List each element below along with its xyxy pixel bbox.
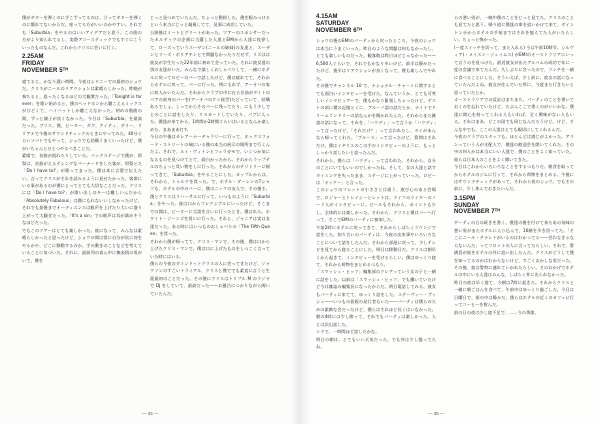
entry-time: 3.15PM — [454, 195, 476, 202]
right-page — [300, 0, 600, 424]
page-number: — 35 — — [428, 411, 445, 416]
book-gutter-shadow — [290, 0, 310, 424]
entry-heading-sunday — [454, 196, 574, 216]
entry-time: 4.15AM — [316, 14, 338, 20]
entry-heading-friday — [22, 54, 142, 74]
left-page-column-1 — [22, 14, 142, 264]
entry-time: 2.25AM — [22, 54, 44, 61]
entry-body: 寝てると、かなり遅い時間。今夜はシドニーでの最初のショウだ。クリスがニールのリアクションは素晴らしかった。昨晩が奏ちると、思ったくなるほどの大観衆だった。「Tonight is forever」を歌い始めると、僕のヘッドホンから聴こえるミックスがひどくて、ハイハットしか聴こえなかった。初めの数曲の間、ずっと調子が良くなかった。今日は「Suburbia」を最高だった。ブリス、僕、ピーター、ダグ、ケイティ、ダリー、リリアナで今後のサウンドチェックのときにやってみた。40分ぐらいソバトでもやって、ショウでも結構うまくいったけど、僕がいちゃんとひとつやるべきことだ。 素晴で、首筋が流れたりしていた。バックステージで僕が、帯祭は、首筋がえるテシングなバーナードをした客が、帯祭とた「Do I have to?」が歌ってまった。僕は本に言葉で伝えたい。言ってクリスがそれを試みるように見せたかった。客席にいる事があるのが僕にとってとても大切なことだった。クリスには「Do I have to?」が歌い出しのキーは難しいんだから「Absolutely Fabulous」は僕にもれないいしなかったけど、それでも最後までオーディエンスは歓声を上げたり大いに盛り上がって大騒ぎだった。「It's a sin」での歓声は耳が満めそうなほどだった。 でもこのツアーはとても楽しかった。彼になって、みんなは素晴らしかったと思ったけど、ショウの間は常に自分が次に何をやるかや、どこに移動するのか、手の動きのことなどを考えていることに気づいた。それに、最前列の真ん中に無表情の男がいて、僕を — [22, 78, 142, 263]
entry-day: SATURDAY — [316, 20, 350, 27]
entry-body-continued: らの悪い男が、一晩中僕のことをじっと見てた。クリスのことも見てたと思う。帰り道に僕達の車を追いかけて来て、ダイントンポからホテルの手前まではそれを憶えてた人がいたらしい。ちょっと怖かった。 (ー度スイッチを切って、また入れる) 今は午前10時半。シルヴィア(・メイスン・ジェイムス) がEMIのオーストラリアにいって言うのを見つけた。最近彼女が出たアルバムの成功で年に一度の会議で来てたんだ。久しぶりに会ったので、ランチを一緒に食べることにした。そういえば、少し前に、彼女の話になっていたんだよね。彼女が住んでいた所に、今度また行きたいと思っていたとか。 オーストラリアでの反応はまちまち。パーティのことを書いておくのを忘れていたけど、たぶんここで書くのがいいかな。僕達に関心を持ってくれる人もいれば、全く興味がない人もいる。それはまあ、どこの国でも同じなんだろうけど。けど、そんな中でも、ここの人達はとても親切にしてくれるんだ。 今夜のクラブのスタッフも、ほとんどは感じがよかった。アランっていう人が支配人で、僕達の歓迎会を開いてくれた。その中の何人かは本当にいい人達で、僕のことをよく知っていた。彼らは日本人のことをよく聞いてきた。 今日はこれからいろいろなことをするつもりだ。朝食を取ってからホテルのジムに行って、それから荷物をまとめる。午後にはサウンドチェックがあって、それから夜のショウ。でもその前に、少し休んでおきたいんだ。 — [454, 15, 574, 192]
right-page-column-2 — [454, 14, 574, 316]
entry-body: ショウの後のEMIのパーティから戻ったところ。今夜のショウは本当にうまくいった。昨日のような問題は何もなかったし、とても楽しいものだった。観客数は昨日ほどじゃなかった——6,500人ぐらいで、それでもかなり多いけど。前半は静かだったけど、後半はリアクションが良くなって、僕も楽しんでやれた。 その後でチャンネル 10 で、ナショナル・チャートに関するとても面白いインタビューを受けた。なんていうか、とても可笑しいインタビュアーで、僕もかなり緊張しちゃったけど、ゲストの頃に僕の記憶とくに、ブルーノ語の話だとか、ナイトでドリームランドリーの話なんかを聞かれたんだ。それからまた雑談の話になって、それを、「ハウディ」って言うか「ハウディ」って言ったけど、「それだけ？」って言われたし、タイがあんなら帰ってくれた。「ブルース」って言ったけど、質問はそれだけ。僕はイギリスのこの手のインタビューのように、もっとしっかり話したいと思ったんだ。 それから、僕らは「ハウディ」って言われた。それから、自分のことにいてもいいのでしかったね。そして、女の人達と話すタイミングを失ったまま、ステージに上がっていった。ロビーは「オッケー」と言った。 このショウのフレットの小ささとは違う、遊び心のある会場で、ロジャーとトレイシーとレットは、ドイツのライターのノーラ人がインタビューに。ビールもそれから、ポイントも少し。全体的には楽しかった。それから、クリスと僕はバーへ行って、そこでEMIのパーティに参加した。 午前2時にホテルに戻ってきて、それからしばらくラウンジで話をした。知り合いのパーティは、今夜の出来事やいろいろなことについて話をしたんだ。それから部屋に戻って、少しテレビを見てから寝ることにした。明日は移動日だ。クリスは朝早くから起きて、インタビューを受けるらしい。僕はゆっくり寝て、それから荷物をまとめるつもり。 「スマッシュ・ヒッツ」編集部のクレアっていう女の子と一緒に話をした。以前は「スマッシュ・ヒッツ」でも働いていたけど今は雑誌の編集長になったからだ。明日電話してみる。彼女もパーティに来てて、ゆっくり話をした。ステーヴィー・ブッシュ——いつもの看板の発行者もいた——パーティは僕らのための素敵な会だったけど、僕らはそれほど長くはいなかった。朝の4時には少し酔って、それでもパーティは楽しかった。人とは沢山話した。 — [316, 38, 436, 327]
entry-day: FRIDAY — [22, 61, 45, 68]
entry-date: NOVEMBER 7ᵀᴴ — [454, 209, 501, 216]
entry-day: SUNDAY — [454, 202, 480, 209]
entry-date: NOVEMBER 5ᵀᴴ — [22, 67, 69, 74]
entry-date: NOVEMBER 6ᵀᴴ — [316, 27, 363, 34]
entry-body-continued: じっと見つめていたんだ。ちょっと動揺した。僕を睨みつけるという本当にじっと凝視してて、見事に成功していた。 公演後はミートとグリートがあった。ツアーのスポンサーだったカルテックの企画に当選した人達とEMIから人達に挨拶して、ローズっていうスーザン(ニールの姉妹)の友達と、スーザンとリーズ・ボリアチンとで問題なかったりだせず、リズはは彼女が学生だった22年前に初めて会っていた。それに彼女達の別の友達がいた。みんなで楽しくおしゃべりして、一緒にホテルに戻ってロビーのバーで話したけど、僕は疲れてて、それからホテルに戻って、バーに行った。例にもれず、アーオバの家に何人かいたんだ。それからクラブの中に在る名前がデイトのバアの前身のバーを(アーオバのケン経営)たどっていて、結構あるでしょ。しってからそのバーに残ってたり、にもう少しでとのことに話をしたり、リスカートしていたり、パブに入った。僕達が来てから、1時間か2時間ぐらいはいるとなんか楽しめた、まあまあ打ち 今日の午後はカレアーナーギャラリーに行って、ホックスフォード・ストリートの端にいる僕の本当の展示の場所まで行くんだよ。それで、ルイ・ヴィトンとフェラガモで、いくつか気になるものを見つけてとて、面白かったから。それからラップテルのちょっと買い物をしに行った。それからのテリトリーに帰ってきて、「Suburbia」をやることにした。カップルからは、それから、トゥルクを買った。で、ホテル・ダーレンのTシャツも、ホテルの中のバーに、僕のニックの友人で、その後そ。僕とクリスはリハーサルに行って、いつものように「Suburbia」をやった。彼は口からフレクシブルにいったけど、そこまでの間は、ピーターに冗談を言いに行ったとき、僕はれた。ホワイト・ジーンズを買いに行った。それと、ジャニアは実は友達だった。ある時にはいつものおしゃべりの「The Fifth Queen」を買った。 それから僕が帰ってて、クリス・マンで、その後、僕は口から上げたクリス・マンで。僕は口に上げたものをしつこく言っていた時にはいる。 僕らの今夜のダインドットクラスの人に会ってきたけど、ジャクソンのすごいトライアル、クリスと僕ででも素直に言うと生涯最初のことだった。その後にクリスはトリプル M のラジオで DJ をしていて、最高だった——お風呂につかりながら聞いていたんだ。 — [150, 15, 270, 296]
entry-tail: ンドで、一時間ほど話したかな。 明日の朝は、とてもいい天気だった。でも外は少し曇ってたね。 — [316, 329, 436, 349]
left-page-column-2 — [150, 14, 270, 297]
page-number: — 34 — — [142, 411, 159, 416]
intro-paragraph: 僕がギターを弾くのに手こずってるのは、立ってギターを弾くのに慣れてないからだ。座ってる方がいいのかやすい。それでも「Suburbia」をやるのはいいアイデアだと思う。この曲の方がより知られてるし、実際アコースティックでもすぐにこういったものなんだ。これからクリスに会いに行く。 — [22, 15, 142, 50]
entry-body: ゲーティの日の続きを書く。僕達の後を付けて来たあの気味の悪い男がまたホテルに入り込んで、16階を歩き回ってた。「そこにニール・テナントがいるのはわかってる——会わなきゃならないんだ」ってフロントの人に言ってたらしい。それで、警備員が彼をホテルの外に追い出したんだ。クリスがどうして僕を知ってるのかはわからないけど、すごくおかしな男だった。その後、彼は警察に連れていかれたらしい。そのおかげでホテルの中にいる人達はみんな、しばらく外に出られなかった。 昨日の夜は早く寝て、今朝は7時に起きた。それからクリスと一緒に朝ごはんを食べて、午前中はゆっくり過ごした。今日は日曜日で、街の中は静かだ。僕らはホテルの近くのカフェに行ってコーヒーを飲んだ。 前の日の夜は少し寝不足で、……今の季節。 — [454, 220, 574, 315]
entry-heading-saturday — [316, 14, 436, 34]
right-page-column-1 — [316, 14, 436, 350]
